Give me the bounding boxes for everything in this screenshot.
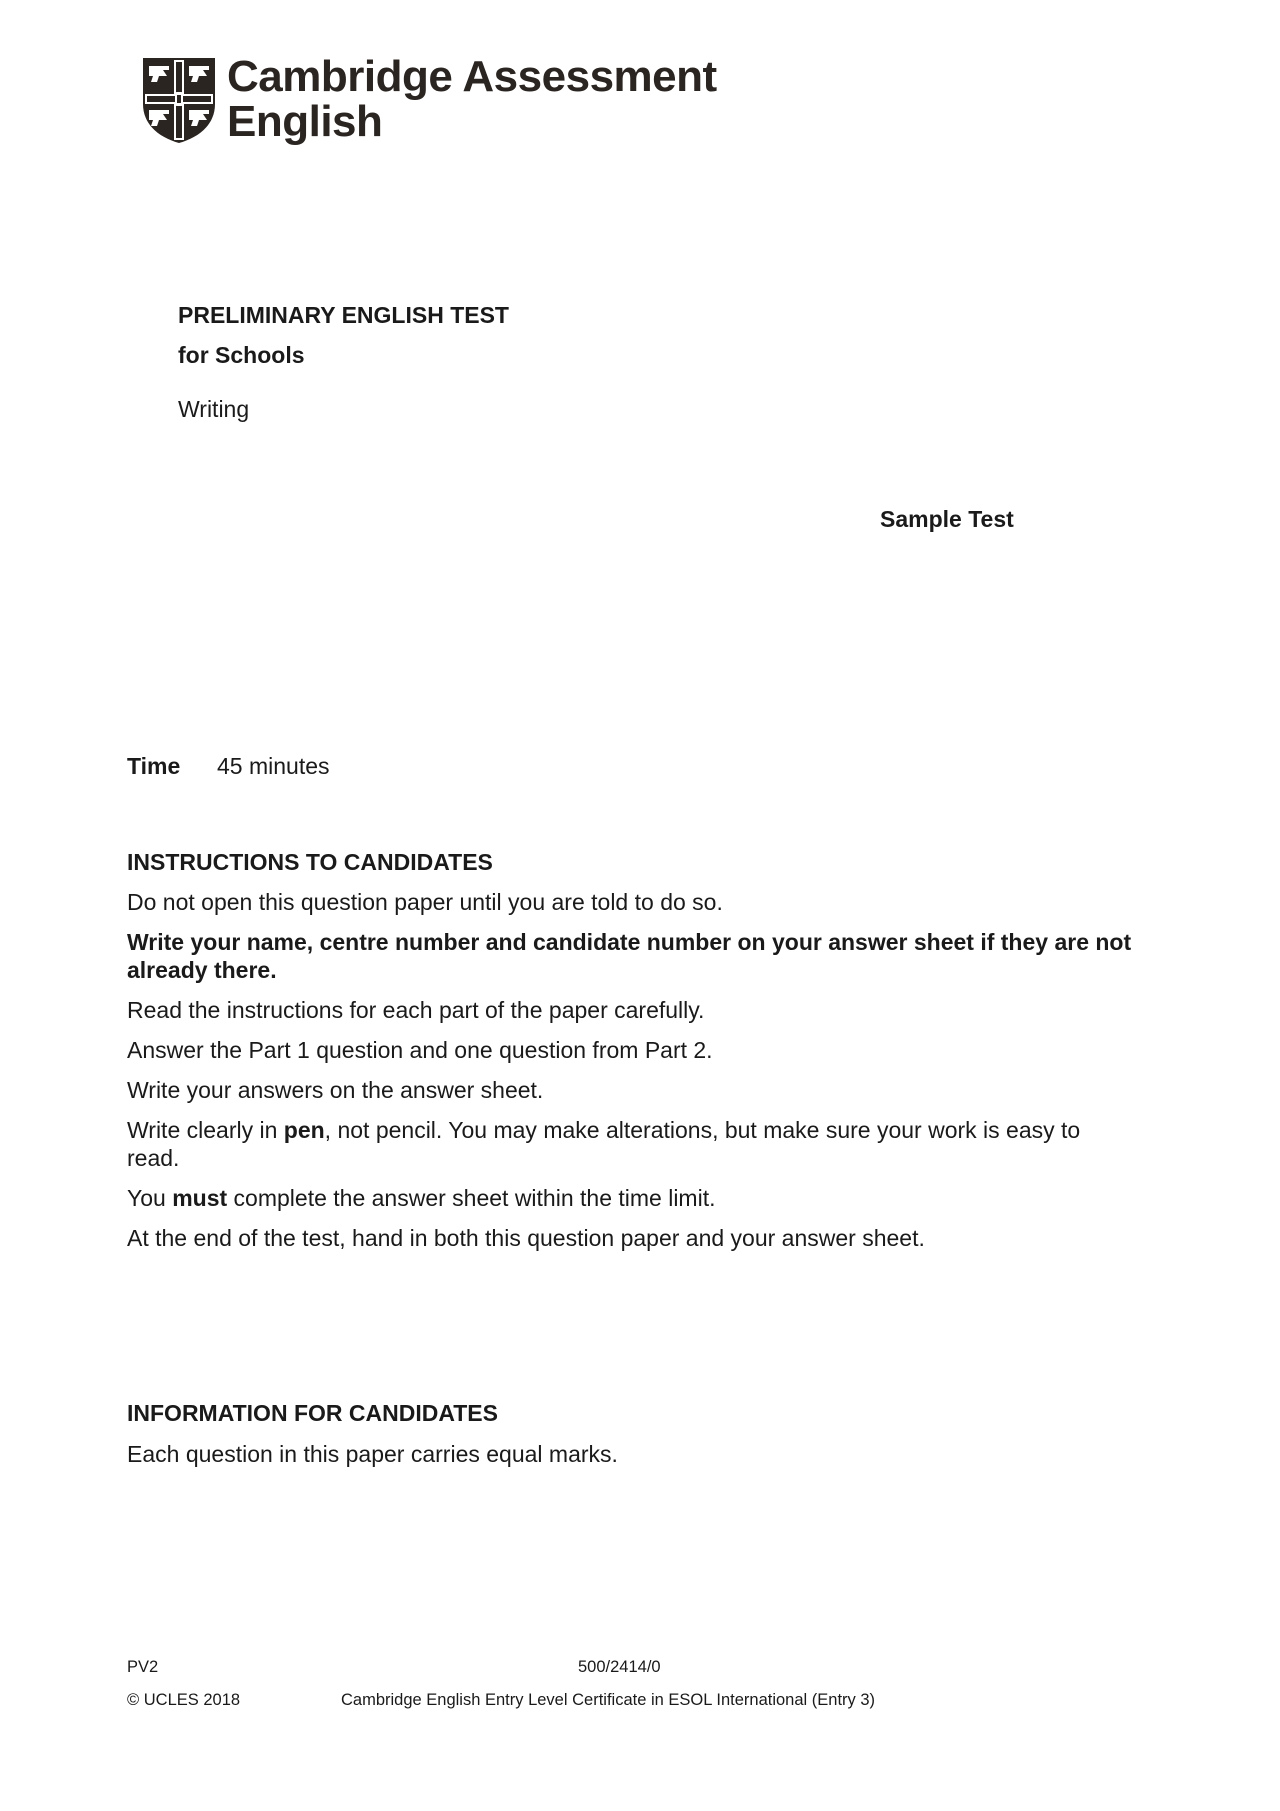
instruction-line-3: Read the instructions for each part of the paper carefully. <box>127 997 705 1023</box>
instruction-line-6-bold: pen <box>283 1117 325 1143</box>
test-name: PRELIMINARY ENGLISH TEST <box>178 302 509 328</box>
paper-name: Writing <box>178 396 250 422</box>
instruction-line-5: Write your answers on the answer sheet. <box>127 1077 544 1103</box>
test-edition: for Schools <box>178 342 305 368</box>
instruction-line-4: Answer the Part 1 question and one question from Part 2. <box>127 1037 713 1063</box>
logo-line-1: Cambridge Assessment <box>227 52 717 101</box>
footer-code: 500/2414/0 <box>578 1658 661 1676</box>
instruction-line-7-pre: You <box>127 1185 173 1211</box>
logo-line-2: English <box>227 97 383 146</box>
sample-test-label: Sample Test <box>880 506 1014 532</box>
time-value: 45 minutes <box>217 753 330 779</box>
footer-version: PV2 <box>127 1658 159 1676</box>
information-line-1: Each question in this paper carries equal marks. <box>127 1441 618 1467</box>
instruction-line-7-post: complete the answer sheet within the time limit. <box>227 1185 716 1211</box>
instruction-line-6 <box>127 1116 1137 1172</box>
instructions-heading: INSTRUCTIONS TO CANDIDATES <box>127 849 493 875</box>
instruction-line-8: At the end of the test, hand in both this question paper and your answer sheet. <box>127 1225 925 1251</box>
information-heading: INFORMATION FOR CANDIDATES <box>127 1400 498 1426</box>
instruction-line-1: Do not open this question paper until you are told to do so. <box>127 889 723 915</box>
footer-copyright: © UCLES 2018 <box>127 1691 241 1709</box>
instruction-line-6-pre: Write clearly in <box>127 1117 284 1143</box>
footer-certificate: Cambridge English Entry Level Certificate in ESOL International (Entry 3) <box>341 1691 876 1709</box>
cambridge-logo <box>141 52 717 150</box>
instruction-line-6-post: , not pencil. You may make alterations, but make sure your work is easy to read. <box>127 1117 1081 1171</box>
time-label: Time <box>127 753 181 779</box>
instruction-line-2: Write your name, centre number and candidate number on your answer sheet if they are not already there. <box>127 929 1132 983</box>
crest-icon <box>141 56 217 144</box>
instruction-line-7 <box>127 1184 1137 1212</box>
instruction-line-7-bold: must <box>172 1185 228 1211</box>
